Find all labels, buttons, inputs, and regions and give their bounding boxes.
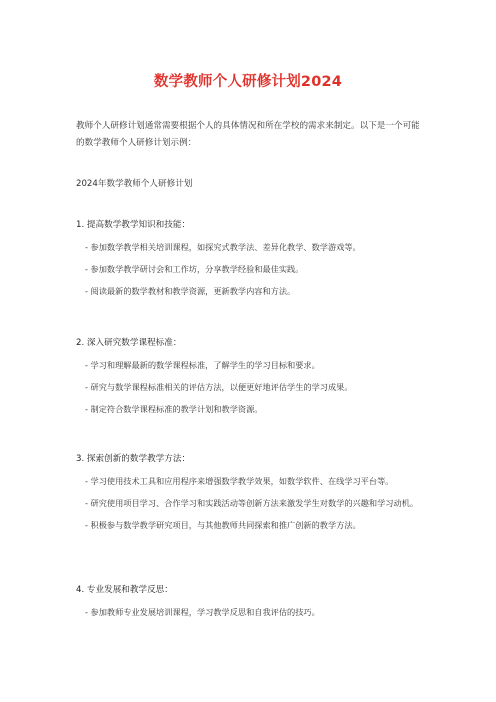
section-heading: 4. 专业发展和教学反思： <box>76 585 173 595</box>
list-item: - 参加数学教学相关培训课程，如探究式教学法、差异化教学、数学游戏等。 <box>85 242 361 252</box>
section-heading: 1. 提高数学教学知识和技能： <box>76 220 191 230</box>
plan-title: 2024年数学教师个人研修计划 <box>76 179 193 189</box>
list-item: - 参加数学教学研讨会和工作坊，分享教学经验和最佳实践。 <box>85 264 304 274</box>
list-item: - 制定符合数学课程标准的教学计划和教学资源。 <box>85 404 263 414</box>
list-item: - 学习和理解最新的数学课程标准，了解学生的学习目标和要求。 <box>85 360 320 370</box>
section-heading: 3. 探索创新的数学教学方法： <box>76 454 191 464</box>
list-item: - 参加教师专业发展培训课程，学习教学反思和自我评估的技巧。 <box>85 607 320 617</box>
document-title: 数学教师个人研修计划2024 <box>153 74 343 90</box>
intro-paragraph: 教师个人研修计划通常需要根据个人的具体情况和所在学校的需求来制定。以下是一个可能的数学教师个人研修计划示例： <box>76 121 420 148</box>
list-item: - 研究使用项目学习、合作学习和实践活动等创新方法来激发学生对数学的兴趣和学习动机。 <box>85 498 419 508</box>
section-heading: 2. 深入研究数学课程标准： <box>76 338 182 348</box>
list-item: - 阅读最新的数学教材和教学资源，更新教学内容和方法。 <box>85 286 296 296</box>
section-professional-development <box>76 583 426 626</box>
list-item: - 积极参与数学教学研究项目，与其他教师共同探索和推广创新的教学方法。 <box>85 520 361 530</box>
section-curriculum-standards <box>76 336 426 423</box>
section-innovative-methods <box>76 452 426 539</box>
section-knowledge-skills <box>76 218 426 305</box>
list-item: - 学习使用技术工具和应用程序来增强数学教学效果，如数学软件、在线学习平台等。 <box>85 476 394 486</box>
list-item: - 研究与数学课程标准相关的评估方法，以便更好地评估学生的学习成果。 <box>85 382 353 392</box>
